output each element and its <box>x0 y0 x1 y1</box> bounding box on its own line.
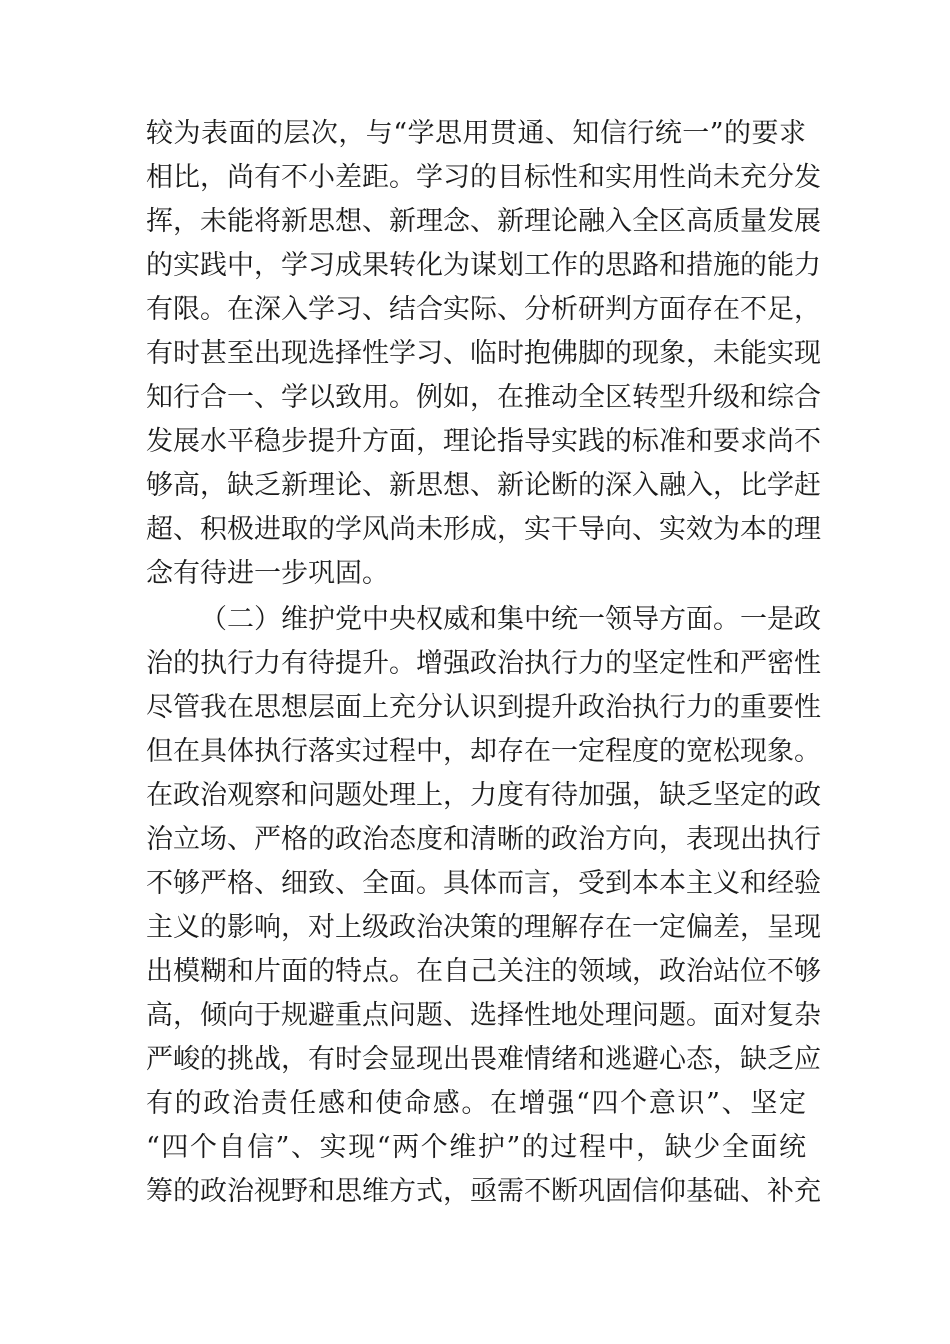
paragraph-1-line-11: 念有待进一步巩固。 <box>146 558 389 589</box>
paragraph-1-line-5: 有限。在深入学习、结合实际、分析研判方面存在不足， <box>146 294 821 325</box>
paragraph-1-line-9: 够高，缺乏新理论、新思想、新论断的深入融入，比学赶 <box>146 470 821 501</box>
paragraph-1-line-2: 相比，尚有不小差距。学习的目标性和实用性尚未充分发 <box>146 162 821 193</box>
paragraph-2-line-9: 出模糊和片面的特点。在自己关注的领域，政治站位不够 <box>146 956 821 987</box>
paragraph-1-line-7: 知行合一、学以致用。例如，在推动全区转型升级和综合 <box>146 382 821 413</box>
paragraph-1-line-4: 的实践中，学习成果转化为谋划工作的思路和措施的能力 <box>146 250 821 281</box>
paragraph-2-line-14: 筹的政治视野和思维方式，亟需不断巩固信仰基础、补充 <box>146 1176 821 1207</box>
paragraph-2-line-1: （二）维护党中央权威和集中统一领导方面。一是政 <box>200 604 821 635</box>
paragraph-2-line-3: 尽管我在思想层面上充分认识到提升政治执行力的重要性 <box>146 692 821 723</box>
paragraph-2-line-11: 严峻的挑战，有时会显现出畏难情绪和逃避心态，缺乏应 <box>146 1044 821 1075</box>
paragraph-1-line-10: 超、积极进取的学风尚未形成，实干导向、实效为本的理 <box>146 514 821 545</box>
paragraph-2-line-13: “四个自信”、实现“两个维护”的过程中，缺少全面统 <box>146 1132 806 1163</box>
paragraph-2-line-2: 治的执行力有待提升。增强政治执行力的坚定性和严密性 <box>146 648 821 679</box>
paragraph-2-line-12: 有的政治责任感和使命感。在增强“四个意识”、坚定 <box>146 1088 806 1119</box>
paragraph-2-line-5: 在政治观察和问题处理上，力度有待加强，缺乏坚定的政 <box>146 780 821 811</box>
paragraph-1-line-8: 发展水平稳步提升方面，理论指导实践的标准和要求尚不 <box>146 426 821 457</box>
paragraph-2-line-4: 但在具体执行落实过程中，却存在一定程度的宽松现象。 <box>146 736 821 767</box>
paragraph-1-line-1: 较为表面的层次，与“学思用贯通、知信行统一”的要求 <box>146 118 806 149</box>
paragraph-1-line-6: 有时甚至出现选择性学习、临时抱佛脚的现象，未能实现 <box>146 338 821 369</box>
paragraph-1-line-3: 挥，未能将新思想、新理念、新理论融入全区高质量发展 <box>146 206 821 237</box>
paragraph-2-line-6: 治立场、严格的政治态度和清晰的政治方向，表现出执行 <box>146 824 821 855</box>
paragraph-2-line-8: 主义的影响，对上级政治决策的理解存在一定偏差，呈现 <box>146 912 821 943</box>
paragraph-2-line-10: 高，倾向于规避重点问题、选择性地处理问题。面对复杂 <box>146 1000 821 1031</box>
paragraph-2-line-7: 不够严格、细致、全面。具体而言，受到本本主义和经验 <box>146 868 821 899</box>
